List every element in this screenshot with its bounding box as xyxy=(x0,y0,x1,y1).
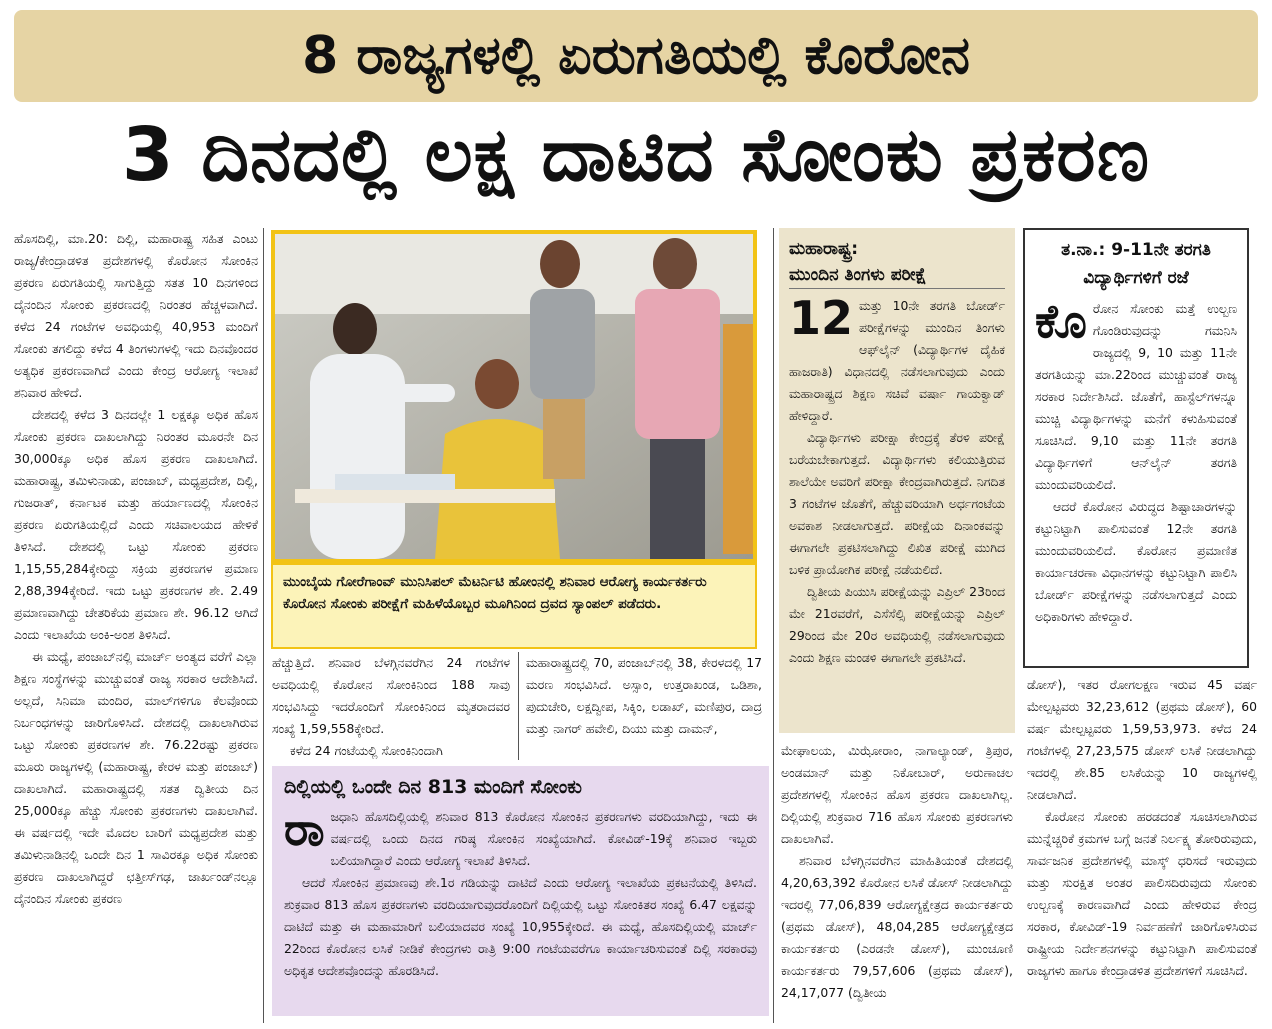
maharashtra-box-title xyxy=(789,236,1005,289)
drop-cap: ರಾ xyxy=(284,802,325,856)
paragraph: ರೋನ ಸೋಂಕು ಮತ್ತೆ ಉಲ್ಬಣ ಗೊಂಡಿರುವುದನ್ನು ಗಮನಿಸಿ ರಾಜ್ಯದಲ್ಲಿ 9, 10 ಮತ್ತು 11ನೇ ತರಗತಿಯನ್ನು ಮಾ.22ರಿಂದ ಮುಚ್ಚುವಂತೆ ರಾಜ್ಯ ಸರಕಾರ ನಿರ್ದೇಶಿಸಿದೆ. ಜೊತೆಗೆ, ಹಾಸ್ಟೆಲ್‌ಗಳನ್ನೂ ಮುಚ್ಚಿ ವಿದ್ಯಾರ್ಥಿಗಳನ್ನು ಮನೆಗೆ ಕಳುಹಿಸುವಂತೆ ಸೂಚಿಸಿದೆ. 9,10 ಮತ್ತು 11ನೇ ತರಗತಿ ವಿದ್ಯಾರ್ಥಿಗಳಿಗೆ ಆನ್‌ಲೈನ್ ತರಗತಿ ಮುಂದುವರಿಯಲಿದೆ. xyxy=(1035,301,1237,492)
maharashtra-sidebar-box xyxy=(779,228,1015,733)
news-photo xyxy=(271,230,757,563)
maharashtra-box-body xyxy=(789,291,1005,669)
delhi-sidebar-box xyxy=(272,766,769,1016)
photo-caption: ಮುಂಬೈಯ ಗೋರೆಗಾಂವ್ ಮುನಿಸಿಪಲ್ ಮೆಟರ್ನಿಟಿ ಹೋಂನಲ್ಲಿ ಶನಿವಾರ ಆರೋಗ್ಯ ಕಾರ್ಯಕರ್ತರು ಕೊರೋನ ಸೋಂಕು ಪರೀಕ್ಷೆಗೆ ಮಹಿಳೆಯೊಬ್ಬರ ಮೂಗಿನಿಂದ ದ್ರವದ ಸ್ಯಾಂಪಲ್ ಪಡೆದರು. xyxy=(271,563,757,649)
kicker-text: 8 ರಾಜ್ಯಗಳಲ್ಲಿ ಏರುಗತಿಯಲ್ಲಿ ಕೊರೋನ xyxy=(302,26,970,86)
paragraph: ಶನಿವಾರ ಬೆಳಗ್ಗಿನವರೆಗಿನ ಮಾಹಿತಿಯಂತೆ ದೇಶದಲ್ಲಿ 4,20,63,392 ಕೊರೋನ ಲಸಿಕೆ ಡೋಸ್ ನೀಡಲಾಗಿದ್ದು ಇದರಲ್ಲಿ 77,06,839 ಆರೋಗ್ಯಕ್ಷೇತ್ರದ ಕಾರ್ಯಕರ್ತರು (ಪ್ರಥಮ ಡೋಸ್), 48,04,285 ಆರೋಗ್ಯಕ್ಷೇತ್ರದ ಕಾರ್ಯಕರ್ತರು (ಎರಡನೇ ಡೋಸ್), ಮುಂಚೂಣಿ ಕಾರ್ಯಕರ್ತರು 79,57,606 (ಪ್ರಥಮ ಡೋಸ್), 24,17,077 (ದ್ವಿತೀಯ xyxy=(781,853,1013,1000)
tamilnadu-box-body xyxy=(1035,294,1237,628)
paragraph: ಡೋಸ್), ಇತರ ರೋಗಲಕ್ಷಣ ಇರುವ 45 ವರ್ಷ ಮೇಲ್ಪಟ್ಟವರು 32,23,612 (ಪ್ರಥಮ ಡೋಸ್), 60 ವರ್ಷ ಮೇಲ್ಪಟ್ಟವರು 1,59,53,973. ಕಳೆದ 24 ಗಂಟೆಗಳಲ್ಲಿ 27,23,575 ಡೋಸ್ ಲಸಿಕೆ ನೀಡಲಾಗಿದ್ದು ಇದರಲ್ಲಿ ಶೇ.85 ಲಸಿಕೆಯನ್ನು 10 ರಾಜ್ಯಗಳಲ್ಲಿ ನೀಡಲಾಗಿದೆ. xyxy=(1027,677,1257,802)
paragraph: ಹೊಸದಿಲ್ಲಿ, ಮಾ.20: ದಿಲ್ಲಿ, ಮಹಾರಾಷ್ಟ್ರ ಸಹಿತ ಎಂಟು ರಾಜ್ಯ/ಕೇಂದ್ರಾಡಳಿತ ಪ್ರದೇಶಗಳಲ್ಲಿ ಕೊರೋನ ಸೋಂಕಿನ ಪ್ರಕರಣ ಏರುಗತಿಯಲ್ಲಿ ಸಾಗುತ್ತಿದ್ದು ಸತತ 10 ದಿನಗಳಿಂದ ದೈನಂದಿನ ಸೋಂಕು ಪ್ರಕರಣದಲ್ಲಿ ನಿರಂತರ ಹೆಚ್ಚಳವಾಗಿದೆ. ಕಳೆದ 24 ಗಂಟೆಗಳ ಅವಧಿಯಲ್ಲಿ 40,953 ಮಂದಿಗೆ ಸೋಂಕು ತಗಲಿದ್ದು ಕಳೆದ 4 ತಿಂಗಳುಗಳಲ್ಲಿ ಇದು ದಿನವೊಂದರ ಅತ್ಯಧಿಕ ಪ್ರಕರಣವಾಗಿದೆ ಎಂದು ಕೇಂದ್ರ ಆರೋಗ್ಯ ಇಲಾಖೆ ಶನಿವಾರ ಹೇಳಿದೆ. xyxy=(14,231,258,400)
column-divider xyxy=(518,652,519,760)
maharashtra-box-title-line1: ಮಹಾರಾಷ್ಟ್ರ: xyxy=(789,239,859,259)
paragraph: ಮತ್ತು 10ನೇ ತರಗತಿ ಬೋರ್ಡ್ ಪರೀಕ್ಷೆಗಳನ್ನು ಮುಂದಿನ ತಿಂಗಳು ಆಫ್‌ಲೈನ್ (ವಿದ್ಯಾರ್ಥಿಗಳ ದೈಹಿಕ ಹಾಜರಾತಿ) ವಿಧಾನದಲ್ಲಿ ನಡೆಸಲಾಗುವುದು ಎಂದು ಮಹಾರಾಷ್ಟ್ರದ ಶಿಕ್ಷಣ ಸಚಿವೆ ವರ್ಷಾ ಗಾಯಕ್ವಾಡ್ ಹೇಳಿದ್ದಾರೆ. xyxy=(789,298,1005,423)
paragraph: ದೇಶದಲ್ಲಿ ಕಳೆದ 3 ದಿನದಲ್ಲೇ 1 ಲಕ್ಷಕ್ಕೂ ಅಧಿಕ ಹೊಸ ಸೋಂಕು ಪ್ರಕರಣ ದಾಖಲಾಗಿದ್ದು ನಿರಂತರ ಮೂರನೇ ದಿನ 30,000ಕ್ಕೂ ಅಧಿಕ ಹೊಸ ಪ್ರಕರಣ ದಾಖಲಾಗಿದೆ. ಮಹಾರಾಷ್ಟ್ರ, ತಮಿಳುನಾಡು, ಪಂಜಾಬ್, ಮಧ್ಯಪ್ರದೇಶ, ದಿಲ್ಲಿ, ಗುಜರಾತ್, ಕರ್ನಾಟಕ ಮತ್ತು ಹರ್ಯಾಣದಲ್ಲಿ ಸೋಂಕಿನ ಪ್ರಕರಣ ಏರುಗತಿಯಲ್ಲಿದೆ ಎಂದು ಸಚಿವಾಲಯದ ಹೇಳಿಕೆ ತಿಳಿಸಿದೆ. ದೇಶದಲ್ಲಿ ಒಟ್ಟು ಸೋಂಕು ಪ್ರಕರಣ 1,15,55,284ಕ್ಕೇರಿದ್ದು ಸಕ್ರಿಯ ಪ್ರಕರಣಗಳ ಪ್ರಮಾಣ 2,88,394ಕ್ಕೇರಿದೆ. ಇದು ಒಟ್ಟು ಪ್ರಕರಣಗಳ ಶೇ. 2.49 ಪ್ರಮಾಣವಾಗಿದ್ದು ಚೇತರಿಕೆಯ ಪ್ರಮಾಣ ಶೇ. 96.12 ಆಗಿದೆ ಎಂದು ಇಲಾಖೆಯ ಅಂಕಿ-ಅಂಶ ತಿಳಿಸಿದೆ. xyxy=(14,407,258,642)
paragraph: ಜಧಾನಿ ಹೊಸದಿಲ್ಲಿಯಲ್ಲಿ ಶನಿವಾರ 813 ಕೊರೋನ ಸೋಂಕಿನ ಪ್ರಕರಣಗಳು ವರದಿಯಾಗಿದ್ದು, ಇದು ಈ ವರ್ಷದಲ್ಲಿ ಒಂದು ದಿನದ ಗರಿಷ್ಠ ಸೋಂಕಿನ ಸಂಖ್ಯೆಯಾಗಿದೆ. ಕೋವಿಡ್-19ಕ್ಕೆ ಶನಿವಾರ ಇಬ್ಬರು ಬಲಿಯಾಗಿದ್ದಾರೆ ಎಂದು ಆರೋಗ್ಯ ಇಲಾಖೆ ತಿಳಿಸಿದೆ. xyxy=(330,809,757,868)
paragraph: ದ್ವಿತೀಯ ಪಿಯುಸಿ ಪರೀಕ್ಷೆಯನ್ನು ಎಪ್ರಿಲ್ 23ರಿಂದ ಮೇ 21ರವರೆಗೆ, ಎಸೆಸೆಲ್ಸಿ ಪರೀಕ್ಷೆಯನ್ನು ಎಪ್ರಿಲ್ 29ರಿಂದ ಮೇ 20ರ ಅವಧಿಯಲ್ಲಿ ನಡೆಸಲಾಗುವುದು ಎಂದು ಶಿಕ್ಷಣ ಮಂಡಳಿ ಈಗಾಗಲೇ ಪ್ರಕಟಿಸಿದೆ. xyxy=(789,584,1005,665)
paragraph: ಕಳೆದ 24 ಗಂಟೆಯಲ್ಲಿ ಸೋಂಕಿನಿಂದಾಗಿ xyxy=(290,743,443,758)
paragraph: ಆದರೆ ಕೊರೋನ ವಿರುದ್ಧದ ಶಿಷ್ಟಾಚಾರಗಳನ್ನು ಕಟ್ಟುನಿಟ್ಟಾಗಿ ಪಾಲಿಸುವಂತೆ 12ನೇ ತರಗತಿ ಮುಂದುವರಿಯಲಿದೆ. ಕೊರೋನ ಪ್ರಮಾಣಿತ ಕಾರ್ಯಾಚರಣಾ ವಿಧಾನಗಳನ್ನು ಕಟ್ಟುನಿಟ್ಟಾಗಿ ಪಾಲಿಸಿ ಬೋರ್ಡ್ ಪರೀಕ್ಷೆಗಳನ್ನು ನಡೆಸಲಾಗುತ್ತದೆ ಎಂದು ಅಧಿಕಾರಿಗಳು ಹೇಳಿದ್ದಾರೆ. xyxy=(1035,499,1237,624)
paragraph: ಹೆಚ್ಚುತ್ತಿದೆ. ಶನಿವಾರ ಬೆಳಗ್ಗಿನವರೆಗಿನ 24 ಗಂಟೆಗಳ ಅವಧಿಯಲ್ಲಿ ಕೊರೋನ ಸೋಂಕಿನಿಂದ 188 ಸಾವು ಸಂಭವಿಸಿದ್ದು ಇದರೊಂದಿಗೆ ಸೋಂಕಿನಿಂದ ಮೃತರಾದವರ ಸಂಖ್ಯೆ 1,59,558ಕ್ಕೇರಿದೆ. xyxy=(272,655,510,736)
article-column-1 xyxy=(14,228,258,1023)
tamilnadu-sidebar-box xyxy=(1023,228,1249,668)
tamilnadu-box-title: ತ.ನಾ.: 9-11ನೇ ತರಗತಿ ವಿದ್ಯಾರ್ಥಿಗಳಿಗೆ ರಜೆ xyxy=(1061,240,1211,288)
drop-cap: 12 xyxy=(789,291,854,345)
article-column-2 xyxy=(272,652,510,762)
paragraph: ಈ ಮಧ್ಯೆ, ಪಂಜಾಬ್‌ನಲ್ಲಿ ಮಾರ್ಚ್ ಅಂತ್ಯದ ವರೆಗೆ ಎಲ್ಲಾ ಶಿಕ್ಷಣ ಸಂಸ್ಥೆಗಳನ್ನು ಮುಚ್ಚುವಂತೆ ರಾಜ್ಯ ಸರಕಾರ ಆದೇಶಿಸಿದೆ. ಅಲ್ಲದೆ, ಸಿನಿಮಾ ಮಂದಿರ, ಮಾಲ್‌ಗಳಿಗೂ ಕೆಲವೊಂದು ನಿರ್ಬಂಧಗಳನ್ನು ಜಾರಿಗೊಳಿಸಿದೆ. ದೇಶದಲ್ಲಿ ದಾಖಲಾಗಿರುವ ಒಟ್ಟು ಸೋಂಕು ಪ್ರಕರಣಗಳ ಶೇ. 76.22ರಷ್ಟು ಪ್ರಕರಣ ಮೂರು ರಾಜ್ಯಗಳಲ್ಲಿ (ಮಹಾರಾಷ್ಟ್ರ, ಕೇರಳ ಮತ್ತು ಪಂಜಾಬ್) ದಾಖಲಾಗಿದೆ. ಮಹಾರಾಷ್ಟ್ರದಲ್ಲಿ ಸತತ ದ್ವಿತೀಯ ದಿನ 25,000ಕ್ಕೂ ಹೆಚ್ಚು ಸೋಂಕು ಪ್ರಕರಣಗಳು ದಾಖಲಾಗಿವೆ. ಈ ವರ್ಷದಲ್ಲಿ ಇದೇ ಮೊದಲ ಬಾರಿಗೆ ಮಧ್ಯಪ್ರದೇಶ ಮತ್ತು ತಮಿಳುನಾಡಿನಲ್ಲಿ ಒಂದೇ ದಿನ 1 ಸಾವಿರಕ್ಕೂ ಅಧಿಕ ಸೋಂಕು ಪ್ರಕರಣ ದಾಖಲಾಗಿದ್ದರೆ ಛತ್ತೀಸ್‌ಗಢ, ಜಾರ್ಖಂಡ್‌ನಲ್ಲೂ ದೈನಂದಿನ ಸೋಂಕು ಪ್ರಕರಣ xyxy=(14,649,258,906)
covid-test-photo-illustration xyxy=(275,234,753,559)
paragraph: ಆದರೆ ಸೋಂಕಿನ ಪ್ರಮಾಣವು ಶೇ.1ರ ಗಡಿಯನ್ನು ದಾಟಿದೆ ಎಂದು ಆರೋಗ್ಯ ಇಲಾಖೆಯ ಪ್ರಕಟನೆಯಲ್ಲಿ ತಿಳಿಸಿದೆ. ಶುಕ್ರವಾರ 813 ಹೊಸ ಪ್ರಕರಣಗಳು ವರದಿಯಾಗುವುದರೊಂದಿಗೆ ದಿಲ್ಲಿಯಲ್ಲಿ ಒಟ್ಟು ಸೋಂಕಿತರ ಸಂಖ್ಯೆ 6.47 ಲಕ್ಷವನ್ನು ದಾಟಿದೆ ಮತ್ತು ಈ ಮಹಾಮಾರಿಗೆ ಬಲಿಯಾದವರ ಸಂಖ್ಯೆ 10,955ಕ್ಕೇರಿದೆ. ಈ ಮಧ್ಯೆ, ಹೊಸದಿಲ್ಲಿಯಲ್ಲಿ ಮಾರ್ಚ್ 22ರಿಂದ ಕೊರೋನ ಲಸಿಕೆ ನೀಡಿಕೆ ಕೇಂದ್ರಗಳು ರಾತ್ರಿ 9:00 ಗಂಟೆಯವರೆಗೂ ಕಾರ್ಯಾಚರಿಸುವಂತೆ ದಿಲ್ಲಿ ಸರಕಾರವು ಅಧಿಕೃತ ಆದೇಶವೊಂದನ್ನು ಹೊರಡಿಸಿದೆ. xyxy=(284,875,757,978)
paragraph: ಕೊರೋನ ಸೋಂಕು ಹರಡದಂತೆ ಸೂಚಿಸಲಾಗಿರುವ ಮುನ್ನೆಚ್ಚರಿಕೆ ಕ್ರಮಗಳ ಬಗ್ಗೆ ಜನತೆ ನಿರ್ಲಕ್ಷ್ಯ ತೋರಿರುವುದು, ಸಾರ್ವಜನಿಕ ಪ್ರದೇಶಗಳಲ್ಲಿ ಮಾಸ್ಕ್ ಧರಿಸದೆ ಇರುವುದು ಮತ್ತು ಸುರಕ್ಷಿತ ಅಂತರ ಪಾಲಿಸದಿರುವುದು ಸೋಂಕು ಉಲ್ಬಣಕ್ಕೆ ಕಾರಣವಾಗಿದೆ ಎಂದು ಹೇಳಿರುವ ಕೇಂದ್ರ ಸರಕಾರ, ಕೋವಿಡ್-19 ನಿರ್ವಹಣೆಗೆ ಜಾರಿಗೊಳಿಸಿರುವ ರಾಷ್ಟ್ರೀಯ ನಿರ್ದೇಶನಗಳನ್ನು ಕಟ್ಟುನಿಟ್ಟಾಗಿ ಪಾಲಿಸುವಂತೆ ರಾಜ್ಯಗಳು ಹಾಗೂ ಕೇಂದ್ರಾಡಳಿತ ಪ್ರದೇಶಗಳಿಗೆ ಸೂಚಿಸಿದೆ. xyxy=(1027,809,1257,978)
headline: 3 ದಿನದಲ್ಲಿ ಲಕ್ಷ ದಾಟಿದ ಸೋಂಕು ಪ್ರಕರಣ xyxy=(121,112,1151,198)
drop-cap: ಕೊ xyxy=(1035,294,1087,348)
column-divider xyxy=(773,228,774,1023)
paragraph: ಮೇಘಾಲಯ, ಮಿಝೋರಾಂ, ನಾಗಾಲ್ಯಾಂಡ್, ತ್ರಿಪುರ, ಅಂಡಮಾನ್ ಮತ್ತು ನಿಕೋಬಾರ್, ಅರುಣಾಚಲ ಪ್ರದೇಶಗಳಲ್ಲಿ ಸೋಂಕಿನ ಹೊಸ ಪ್ರಕರಣ ದಾಖಲಾಗಿಲ್ಲ. ದಿಲ್ಲಿಯಲ್ಲಿ ಶುಕ್ರವಾರ 716 ಹೊಸ ಸೋಂಕು ಪ್ರಕರಣಗಳು ದಾಖಲಾಗಿವೆ. xyxy=(781,743,1013,846)
article-column-4 xyxy=(781,740,1013,1022)
maharashtra-box-title-line2: ಮುಂದಿನ ತಿಂಗಳು ಪರೀಕ್ಷೆ xyxy=(789,265,927,285)
article-column-3 xyxy=(526,652,762,762)
paragraph: ವಿದ್ಯಾರ್ಥಿಗಳು ಪರೀಕ್ಷಾ ಕೇಂದ್ರಕ್ಕೆ ತೆರಳಿ ಪರೀಕ್ಷೆ ಬರೆಯಬೇಕಾಗುತ್ತದೆ. ವಿದ್ಯಾರ್ಥಿಗಳು ಕಲಿಯುತ್ತಿರುವ ಶಾಲೆಯೇ ಅವರಿಗೆ ಪರೀಕ್ಷಾ ಕೇಂದ್ರವಾಗಿರುತ್ತದೆ. ನಿಗದಿತ 3 ಗಂಟೆಗಳ ಜೊತೆಗೆ, ಹೆಚ್ಚುವರಿಯಾಗಿ ಅರ್ಧಗಂಟೆಯ ಅವಕಾಶ ನೀಡಲಾಗುತ್ತದೆ. ಪರೀಕ್ಷೆಯ ದಿನಾಂಕವನ್ನು ಈಗಾಗಲೇ ಪ್ರಕಟಿಸಲಾಗಿದ್ದು ಲಿಖಿತ ಪರೀಕ್ಷೆ ಮುಗಿದ ಬಳಿಕ ಪ್ರಾಯೋಗಿಕ ಪರೀಕ್ಷೆ ನಡೆಯಲಿದೆ. xyxy=(789,430,1005,577)
paragraph: ಮಹಾರಾಷ್ಟ್ರದಲ್ಲಿ 70, ಪಂಜಾಬ್‌ನಲ್ಲಿ 38, ಕೇರಳದಲ್ಲಿ 17 ಮರಣ ಸಂಭವಿಸಿದೆ. ಅಸ್ಸಾಂ, ಉತ್ತರಾಖಂಡ, ಒಡಿಶಾ, ಪುದುಚೇರಿ, ಲಕ್ಷದ್ವೀಪ, ಸಿಕ್ಕಿಂ, ಲಡಾಖ್, ಮಣಿಪುರ, ದಾದ್ರ ಮತ್ತು ನಾಗರ್ ಹವೇಲಿ, ದಿಯು ಮತ್ತು ದಾಮನ್, xyxy=(526,655,762,736)
article-column-5 xyxy=(1027,674,1257,1022)
kicker-banner xyxy=(14,10,1258,102)
delhi-box-title: ದಿಲ್ಲಿಯಲ್ಲಿ ಒಂದೇ ದಿನ 813 ಮಂದಿಗೆ ಸೋಂಕು xyxy=(284,776,582,798)
column-divider xyxy=(263,228,264,1023)
delhi-box-body xyxy=(284,802,757,982)
